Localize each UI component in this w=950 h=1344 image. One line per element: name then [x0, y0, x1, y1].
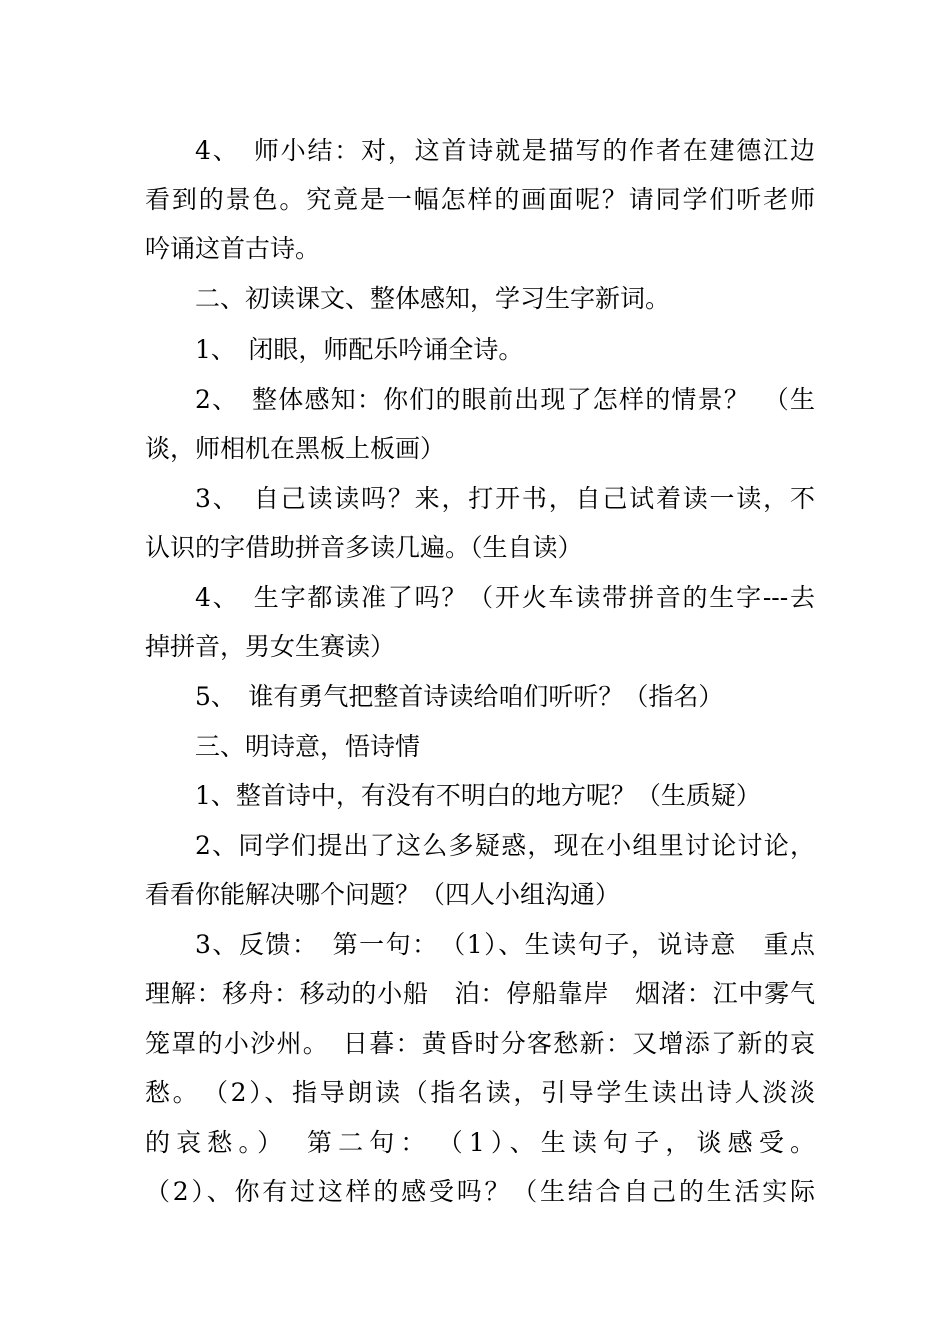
text-line: 5、 谁有勇气把整首诗读给咱们听听？（指名）: [195, 682, 724, 711]
text-line: 1、整首诗中，有没有不明白的地方呢？（生质疑）: [195, 781, 761, 810]
text-line: 的哀愁。） 第二句： （1）、生读句子，谈感受。: [145, 1128, 815, 1157]
text-line: （2）、你有过这样的感受吗？（生结合自己的生活实际: [145, 1177, 815, 1206]
text-line: 3、反馈： 第一句： （1）、生读句子，说诗意 重点: [195, 930, 815, 959]
text-line: 4、 生字都读准了吗？（开火车读带拼音的生字---去: [195, 583, 815, 612]
text-line: 愁。 （2）、指导朗读（指名读，引导学生读出诗人淡淡: [145, 1078, 815, 1107]
text-line: 3、 自己读读吗？来，打开书，自己试着读一读，不: [195, 484, 815, 513]
text-line: 二、初读课文、整体感知，学习生字新词。: [195, 284, 671, 313]
text-line: 看看你能解决哪个问题？（四人小组沟通）: [145, 880, 621, 909]
text-line: 吟诵这首古诗。: [145, 234, 321, 263]
text-line: 认识的字借助拼音多读几遍。（生自读）: [145, 533, 583, 562]
text-line: 2、同学们提出了这么多疑惑，现在小组里讨论讨论，: [195, 831, 815, 860]
text-line: 4、 师小结：对，这首诗就是描写的作者在建德江边: [195, 136, 815, 165]
text-line: 2、 整体感知：你们的眼前出现了怎样的情景？ （生: [195, 385, 815, 414]
text-line: 谈，师相机在黑板上板画）: [145, 434, 446, 463]
text-line: 掉拼音，男女生赛读）: [145, 632, 396, 661]
text-line: 看到的景色。究竟是一幅怎样的画面呢？请同学们听老师: [145, 185, 815, 214]
text-line: 1、 闭眼，师配乐吟诵全诗。: [195, 335, 524, 364]
text-line: 理解：移舟：移动的小船 泊：停船靠岸 烟渚：江中雾气: [145, 979, 815, 1008]
text-line: 三、明诗意，悟诗情: [195, 732, 421, 761]
text-line: 笼罩的小沙州。 日暮：黄昏时分客愁新：又增添了新的哀: [145, 1029, 815, 1058]
